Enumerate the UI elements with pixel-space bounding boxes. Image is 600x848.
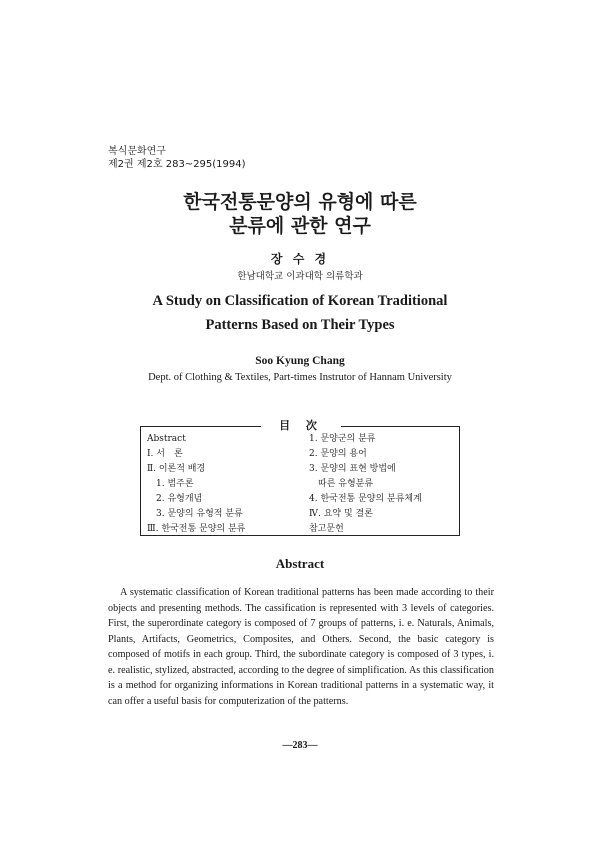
toc-item: Ⅲ. 한국전통 문양의 분류 bbox=[147, 524, 246, 534]
english-author: Soo Kyung Chang bbox=[255, 355, 345, 367]
english-title bbox=[0, 289, 600, 337]
toc-item: Abstract bbox=[147, 434, 186, 444]
toc-item: Ⅱ. 이론적 배경 bbox=[147, 464, 206, 474]
journal-header bbox=[108, 145, 246, 171]
toc-heading: 目 次 bbox=[261, 418, 341, 434]
toc-item: Ⅰ. 서 론 bbox=[147, 449, 183, 459]
toc-item: 3. 문양의 표현 방법에 bbox=[309, 464, 396, 474]
journal-issue: 제2권 제2호 283~295(1994) bbox=[108, 159, 246, 170]
korean-author: 장 수 경 bbox=[270, 252, 330, 266]
korean-title-line-1: 한국전통문양의 유형에 따른 bbox=[183, 191, 417, 213]
abstract-paragraph: A systematic classification of Korean traditional patterns has been made according to their objects and presenting methods. The cassification is represented with 3 levels of categories. First, the superordinate category is composed of 7 groups of patterns, i. e. Naturals, Animals, Plants, Artifacts, Geometrics, Composites, and Others. Second, the basic category is composed of motifs in each group. Third, the subordinate category is composed of 3 types, i. e. realistic, stylized, abstracted, according to the degree of simplification. As this classification is a method for organizing informations in Korean traditional patterns in a systematic way, it can offer a useful basis for computerization of the patterns. bbox=[108, 587, 494, 707]
abstract-heading: Abstract bbox=[275, 556, 325, 571]
abstract-body bbox=[108, 585, 494, 709]
toc-item: 참고문헌 bbox=[309, 524, 344, 534]
english-title-line-2: Patterns Based on Their Types bbox=[205, 317, 395, 333]
toc-item: 따른 유형분류 bbox=[309, 479, 374, 489]
toc-item: 1. 문양군의 분류 bbox=[309, 434, 376, 444]
toc-item: 4. 한국전통 문양의 분류체계 bbox=[309, 494, 422, 504]
toc-right-column bbox=[309, 432, 422, 537]
table-of-contents bbox=[140, 419, 460, 536]
toc-item: 3. 문양의 유형적 분류 bbox=[147, 509, 243, 519]
korean-title bbox=[0, 190, 600, 238]
journal-name: 복식문화연구 bbox=[108, 146, 166, 157]
toc-item: Ⅳ. 요약 및 결론 bbox=[309, 509, 373, 519]
page-number: —283— bbox=[282, 740, 318, 751]
toc-item: 1. 범주론 bbox=[147, 479, 194, 489]
toc-item: 2. 유형개념 bbox=[147, 494, 203, 504]
toc-left-column bbox=[147, 432, 245, 537]
korean-title-line-2: 분류에 관한 연구 bbox=[229, 215, 371, 237]
english-affiliation: Dept. of Clothing & Textiles, Part-times Instrutor of Hannam University bbox=[148, 372, 452, 383]
toc-item: 2. 문양의 용어 bbox=[309, 449, 367, 459]
english-title-line-1: A Study on Classification of Korean Traditional bbox=[152, 293, 448, 309]
korean-affiliation: 한남대학교 이과대학 의류학과 bbox=[237, 271, 363, 282]
